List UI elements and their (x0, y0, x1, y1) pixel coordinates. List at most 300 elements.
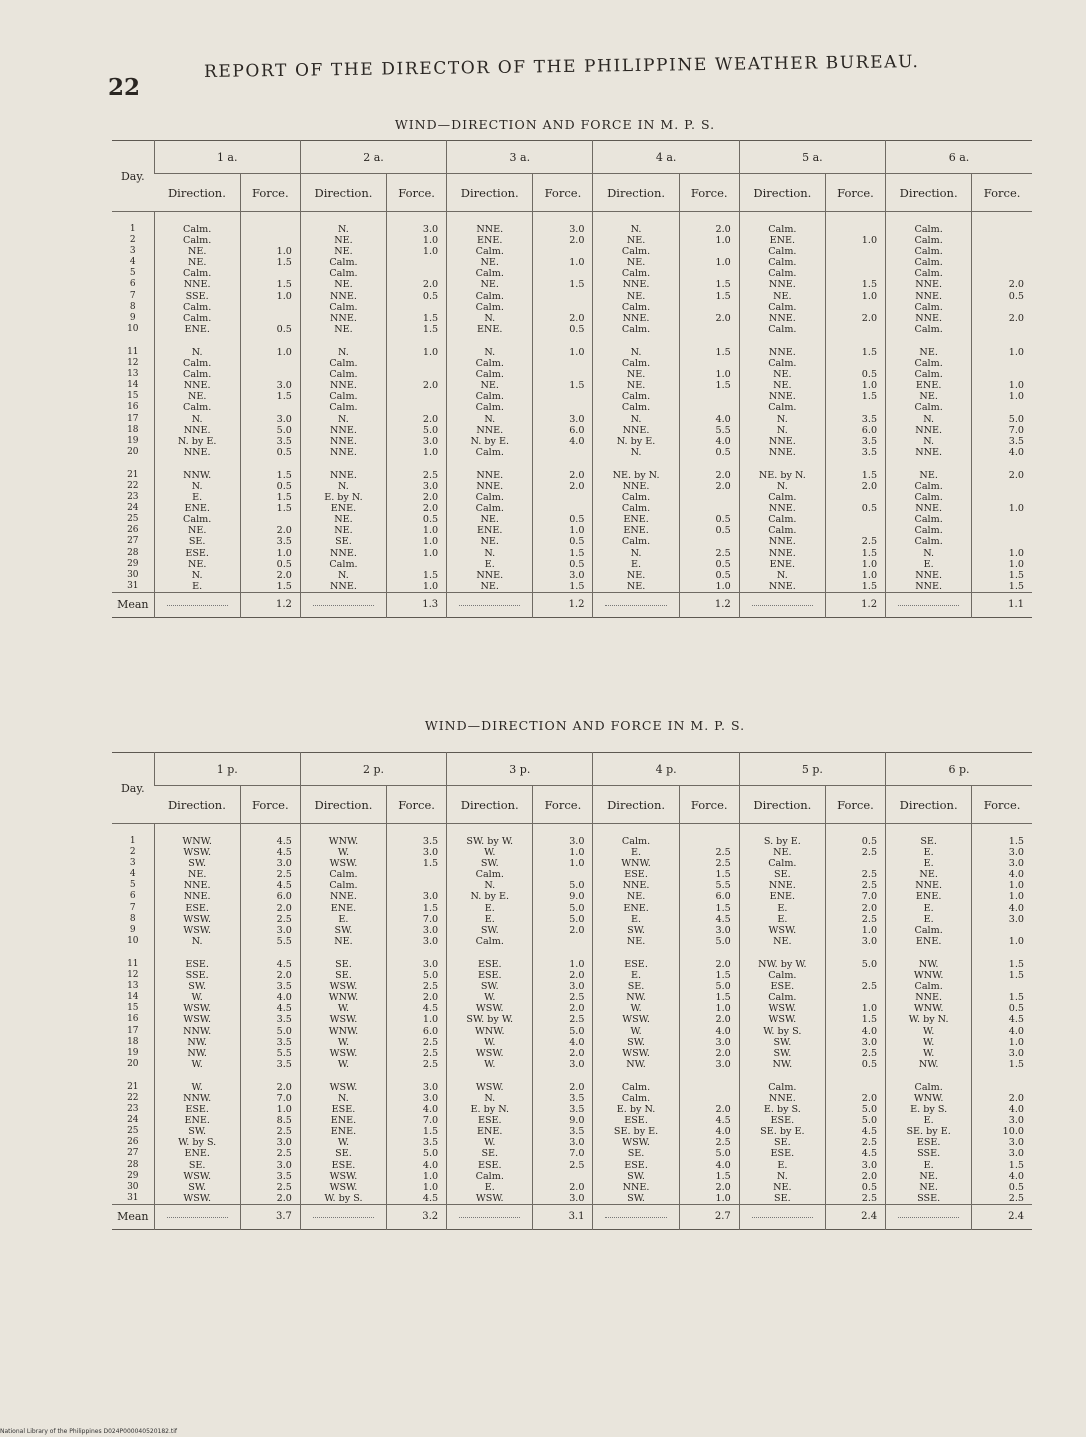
direction-cell: Calm. (739, 858, 825, 869)
force-cell: 0.5 (972, 1182, 1032, 1193)
hour-header: 6 p. (886, 753, 1032, 786)
force-cell: 1.5 (972, 992, 1032, 1003)
direction-cell: ESE. (447, 959, 533, 970)
page-header (108, 52, 988, 101)
direction-cell: Calm. (593, 492, 679, 503)
force-cell: 0.5 (825, 1182, 885, 1193)
force-cell: 0.5 (533, 324, 593, 335)
force-cell: 2.5 (240, 1182, 300, 1193)
direction-cell: W. (593, 1003, 679, 1014)
force-cell (533, 936, 593, 947)
direction-header: Direction. (300, 786, 386, 824)
day-cell: 17 (127, 1025, 139, 1036)
direction-cell: NE. (886, 391, 972, 402)
direction-cell: W. (154, 1082, 240, 1093)
force-cell: 3.5 (240, 1059, 300, 1070)
force-cell: 3.0 (533, 836, 593, 847)
force-cell: 2.5 (240, 1148, 300, 1159)
day-cell: 29 (127, 1170, 139, 1181)
force-cell (825, 302, 885, 313)
direction-cell: SE. (593, 1148, 679, 1159)
direction-cell: E. (447, 903, 533, 914)
force-cell: 0.5 (825, 503, 885, 514)
force-cell: 1.0 (825, 570, 885, 581)
table-row (112, 414, 1032, 425)
force-cell: 5.0 (240, 425, 300, 436)
direction-cell: WSW. (300, 858, 386, 869)
force-cell: 3.5 (533, 1126, 593, 1137)
table-row (112, 402, 1032, 413)
table-row (112, 925, 1032, 936)
force-cell: 2.0 (240, 1193, 300, 1205)
direction-cell: Calm. (300, 358, 386, 369)
direction-cell: N. (154, 570, 240, 581)
force-cell: 2.0 (533, 235, 593, 246)
direction-cell: Calm. (154, 514, 240, 525)
direction-cell: NNE. (739, 536, 825, 547)
direction-cell: NE. (447, 581, 533, 593)
force-cell: 2.5 (825, 1137, 885, 1148)
direction-cell: Calm. (886, 257, 972, 268)
force-cell: 2.0 (972, 470, 1032, 481)
direction-cell: Calm. (593, 1093, 679, 1104)
direction-cell: E. (154, 492, 240, 503)
force-cell (533, 391, 593, 402)
force-cell: 2.0 (825, 903, 885, 914)
direction-cell: Calm. (739, 324, 825, 335)
table-row (112, 246, 1032, 257)
force-cell: 9.0 (533, 1115, 593, 1126)
direction-cell: W. (447, 992, 533, 1003)
direction-cell: Calm. (300, 257, 386, 268)
force-cell (972, 268, 1032, 279)
direction-header: Direction. (154, 786, 240, 824)
table-row (112, 1093, 1032, 1104)
direction-cell: ESE. (300, 1104, 386, 1115)
force-cell: 0.5 (679, 514, 739, 525)
force-cell: 0.5 (240, 447, 300, 458)
direction-cell: ENE. (593, 514, 679, 525)
direction-cell: W. (886, 1048, 972, 1059)
direction-cell: ENE. (447, 525, 533, 536)
force-cell: 3.0 (387, 936, 447, 947)
force-cell: 5.0 (679, 1148, 739, 1159)
force-cell: 2.0 (972, 313, 1032, 324)
direction-cell: SE. by E. (886, 1126, 972, 1137)
force-cell: 3.5 (825, 436, 885, 447)
force-cell: 5.0 (533, 903, 593, 914)
force-cell: 3.0 (240, 1160, 300, 1171)
direction-header: Direction. (886, 786, 972, 824)
force-cell (679, 402, 739, 413)
force-cell: 1.5 (533, 279, 593, 290)
force-cell: 9.0 (533, 891, 593, 902)
direction-cell: Calm. (593, 402, 679, 413)
force-cell (533, 246, 593, 257)
force-cell: 2.0 (825, 481, 885, 492)
direction-cell: Calm. (886, 514, 972, 525)
direction-cell: W. (593, 1026, 679, 1037)
force-cell: 4.0 (825, 1026, 885, 1037)
force-cell: 1.0 (387, 548, 447, 559)
force-cell: 2.0 (972, 1093, 1032, 1104)
force-cell: 3.5 (240, 436, 300, 447)
force-cell: 4.0 (972, 1171, 1032, 1182)
force-cell (972, 481, 1032, 492)
force-cell: 5.0 (825, 1104, 885, 1115)
force-header: Force. (387, 174, 447, 212)
direction-cell: SE. (886, 836, 972, 847)
direction-cell: N. (447, 313, 533, 324)
hour-header: 3 a. (447, 141, 593, 174)
table-row (112, 1048, 1032, 1059)
day-cell: 11 (127, 346, 139, 357)
direction-cell: WSW. (300, 1014, 386, 1025)
direction-cell: ESE. (447, 1115, 533, 1126)
force-cell (387, 257, 447, 268)
direction-cell: SE. (447, 1148, 533, 1159)
direction-cell: Calm. (886, 1082, 972, 1093)
force-cell (533, 492, 593, 503)
force-cell: 1.0 (533, 847, 593, 858)
mean-force-cell: 1.2 (240, 592, 300, 617)
direction-cell: NNE. (886, 570, 972, 581)
force-cell: 1.5 (972, 1059, 1032, 1070)
force-cell: 1.0 (825, 291, 885, 302)
direction-cell: SE. (154, 1160, 240, 1171)
force-cell: 1.0 (972, 880, 1032, 891)
force-cell: 1.0 (972, 891, 1032, 902)
direction-cell: NE. (886, 1171, 972, 1182)
force-cell: 3.0 (387, 436, 447, 447)
force-cell: 1.0 (679, 581, 739, 593)
force-cell: 2.5 (825, 847, 885, 858)
direction-cell: ESE. (739, 981, 825, 992)
direction-cell: N. (154, 481, 240, 492)
force-cell: 3.0 (972, 858, 1032, 869)
direction-cell: SW. (593, 1193, 679, 1205)
day-cell: 8 (129, 301, 136, 312)
force-cell: 2.5 (240, 914, 300, 925)
direction-cell: Calm. (300, 391, 386, 402)
force-cell: 6.0 (240, 891, 300, 902)
force-cell: 2.5 (533, 992, 593, 1003)
force-cell: 1.5 (972, 836, 1032, 847)
force-cell (679, 1082, 739, 1093)
direction-cell: WSW. (300, 1082, 386, 1093)
table-row (112, 891, 1032, 902)
table-row (112, 1171, 1032, 1182)
force-cell: 1.5 (972, 581, 1032, 593)
direction-cell: W. by S. (739, 1026, 825, 1037)
direction-cell: E. by N. (593, 1104, 679, 1115)
force-cell: 0.5 (533, 536, 593, 547)
table-row (112, 313, 1032, 324)
hour-header: 4 p. (593, 753, 739, 786)
force-cell: 1.5 (679, 279, 739, 290)
table-row (112, 492, 1032, 503)
force-cell: 3.5 (972, 436, 1032, 447)
force-cell: 1.0 (679, 235, 739, 246)
force-header: Force. (533, 786, 593, 824)
force-cell (825, 324, 885, 335)
direction-cell: NE. (447, 257, 533, 268)
direction-cell: NNE. (593, 425, 679, 436)
direction-cell: SE. (739, 869, 825, 880)
direction-cell: ENE. (886, 936, 972, 947)
direction-cell: WSW. (447, 1048, 533, 1059)
hour-header: 3 p. (447, 753, 593, 786)
direction-cell: ENE. (447, 235, 533, 246)
direction-cell: Calm. (739, 246, 825, 257)
force-cell: 2.0 (679, 481, 739, 492)
direction-cell: W. (300, 1059, 386, 1070)
force-cell (825, 402, 885, 413)
direction-cell: NE. (447, 536, 533, 547)
direction-cell: W. (886, 1026, 972, 1037)
table-row (112, 559, 1032, 570)
direction-cell: E. (886, 858, 972, 869)
day-cell: 2 (129, 235, 136, 246)
day-cell: 25 (127, 1126, 139, 1137)
direction-cell: ENE. (886, 891, 972, 902)
direction-cell: NE. (886, 347, 972, 358)
force-cell: 0.5 (240, 559, 300, 570)
force-cell (387, 358, 447, 369)
force-cell: 0.5 (533, 559, 593, 570)
direction-cell: N. (593, 447, 679, 458)
day-cell: 13 (127, 981, 139, 992)
direction-cell: NNE. (886, 992, 972, 1003)
direction-cell: W. (300, 1003, 386, 1014)
day-cell: 26 (127, 1137, 139, 1148)
direction-cell: N. (300, 347, 386, 358)
force-cell: 2.0 (533, 1048, 593, 1059)
direction-cell: W. (886, 1037, 972, 1048)
direction-cell: SE. by E. (593, 1126, 679, 1137)
direction-cell: NNE. (886, 880, 972, 891)
direction-cell: SSE. (886, 1148, 972, 1159)
day-header: Day. (112, 753, 154, 824)
force-cell: 1.5 (825, 548, 885, 559)
direction-cell: Calm. (886, 981, 972, 992)
force-cell: 0.5 (679, 525, 739, 536)
force-cell (825, 257, 885, 268)
direction-cell: E. by N. (300, 492, 386, 503)
direction-cell: ENE. (739, 891, 825, 902)
table-row (112, 1115, 1032, 1126)
force-cell: 1.0 (387, 246, 447, 257)
table-row (112, 235, 1032, 246)
table-row (112, 936, 1032, 947)
direction-cell: Calm. (739, 224, 825, 235)
mean-row (112, 1204, 1032, 1229)
table-row (112, 1182, 1032, 1193)
direction-header: Direction. (739, 786, 825, 824)
force-cell: 2.0 (533, 970, 593, 981)
force-cell: 2.0 (533, 1182, 593, 1193)
table-row (112, 903, 1032, 914)
force-cell (972, 369, 1032, 380)
direction-cell: W. by S. (154, 1137, 240, 1148)
hour-header: 5 a. (739, 141, 885, 174)
day-cell: 17 (127, 413, 139, 424)
force-cell (533, 369, 593, 380)
force-cell (825, 358, 885, 369)
force-cell: 3.0 (240, 925, 300, 936)
force-cell: 3.0 (679, 1037, 739, 1048)
direction-header: Direction. (593, 174, 679, 212)
day-cell: 16 (127, 402, 139, 413)
force-cell: 3.0 (972, 1137, 1032, 1148)
direction-cell: WSW. (154, 925, 240, 936)
force-cell: 1.5 (972, 959, 1032, 970)
force-cell: 3.5 (240, 1037, 300, 1048)
direction-cell: SW. (593, 925, 679, 936)
force-cell: 1.0 (240, 347, 300, 358)
direction-cell: WNW. (886, 1003, 972, 1014)
direction-cell: N. (300, 481, 386, 492)
force-cell: 3.0 (972, 1048, 1032, 1059)
direction-cell: NE. by N. (593, 470, 679, 481)
hour-header: 4 a. (593, 141, 739, 174)
force-cell: 1.0 (387, 1014, 447, 1025)
direction-cell: WNW. (593, 858, 679, 869)
table-row (112, 291, 1032, 302)
direction-cell: NE. (593, 891, 679, 902)
direction-cell: ESE. (300, 1160, 386, 1171)
force-cell: 2.5 (825, 869, 885, 880)
force-cell: 2.5 (825, 536, 885, 547)
direction-cell: N. by E. (593, 436, 679, 447)
force-cell: 3.0 (533, 224, 593, 235)
table-row (112, 525, 1032, 536)
hour-header: 2 a. (300, 141, 446, 174)
direction-cell: WSW. (154, 1193, 240, 1205)
direction-cell: WSW. (739, 1014, 825, 1025)
force-cell: 0.5 (972, 1003, 1032, 1014)
table-row (112, 358, 1032, 369)
direction-cell: W. (447, 847, 533, 858)
direction-cell: Calm. (154, 235, 240, 246)
force-cell: 0.5 (825, 1059, 885, 1070)
direction-header: Direction. (447, 786, 533, 824)
table-row (112, 391, 1032, 402)
mean-force-cell: 3.1 (533, 1204, 593, 1229)
force-cell: 1.0 (679, 1193, 739, 1205)
day-cell: 11 (127, 958, 139, 969)
force-cell: 6.0 (533, 425, 593, 436)
force-cell: 1.0 (240, 291, 300, 302)
force-cell (825, 246, 885, 257)
force-cell (679, 536, 739, 547)
direction-cell: N. (593, 347, 679, 358)
direction-cell: SE. (154, 536, 240, 547)
force-cell (240, 302, 300, 313)
force-cell: 2.0 (533, 925, 593, 936)
force-cell: 1.5 (825, 470, 885, 481)
force-cell: 2.5 (825, 1048, 885, 1059)
direction-cell: WSW. (154, 1171, 240, 1182)
force-cell (679, 503, 739, 514)
force-cell (972, 302, 1032, 313)
hour-header: 1 a. (154, 141, 300, 174)
direction-cell: Calm. (593, 358, 679, 369)
direction-cell: Calm. (154, 268, 240, 279)
direction-cell: ESE. (154, 1104, 240, 1115)
force-cell: 4.5 (387, 1193, 447, 1205)
day-cell: 23 (127, 492, 139, 503)
direction-cell: E. (886, 847, 972, 858)
day-cell: 25 (127, 514, 139, 525)
day-cell: 1 (129, 224, 136, 234)
mean-force-cell: 1.1 (972, 592, 1032, 617)
direction-cell: Calm. (739, 257, 825, 268)
table-row (112, 1193, 1032, 1205)
force-cell (387, 391, 447, 402)
direction-cell: NE. (154, 525, 240, 536)
direction-cell: N. (593, 224, 679, 235)
day-cell: 10 (127, 935, 139, 946)
direction-cell: Calm. (447, 369, 533, 380)
direction-cell: SE. (300, 1148, 386, 1159)
force-cell (972, 358, 1032, 369)
force-cell: 1.5 (679, 992, 739, 1003)
force-cell: 5.0 (387, 970, 447, 981)
force-cell: 2.0 (387, 380, 447, 391)
direction-cell: Calm. (447, 447, 533, 458)
day-cell: 18 (127, 1036, 139, 1047)
force-cell (533, 268, 593, 279)
force-cell: 2.5 (679, 847, 739, 858)
force-cell: 1.0 (825, 235, 885, 246)
force-cell: 3.0 (679, 1059, 739, 1070)
force-cell: 3.5 (533, 1104, 593, 1115)
force-cell: 3.0 (533, 1193, 593, 1205)
direction-cell: Calm. (447, 869, 533, 880)
force-cell: 1.0 (240, 246, 300, 257)
direction-cell: E. (154, 581, 240, 593)
table-row (112, 581, 1032, 593)
direction-cell: NNE. (739, 279, 825, 290)
force-cell: 1.5 (825, 279, 885, 290)
table-row (112, 836, 1032, 847)
day-cell: 24 (127, 1115, 139, 1126)
direction-cell: Calm. (593, 324, 679, 335)
table-row (112, 992, 1032, 1003)
force-cell: 5.0 (825, 1115, 885, 1126)
direction-header: Direction. (300, 174, 386, 212)
table-row (112, 347, 1032, 358)
direction-cell: SW. (447, 925, 533, 936)
direction-cell: W. by N. (886, 1014, 972, 1025)
table-row (112, 425, 1032, 436)
direction-cell: W. (447, 1059, 533, 1070)
day-cell: 5 (129, 268, 136, 279)
force-cell (972, 981, 1032, 992)
force-header: Force. (240, 786, 300, 824)
direction-cell: NW. by W. (739, 959, 825, 970)
direction-cell: SW. by W. (447, 1014, 533, 1025)
force-cell: 0.5 (387, 291, 447, 302)
direction-cell: NNW. (154, 470, 240, 481)
force-cell: 10.0 (972, 1126, 1032, 1137)
direction-cell: NE. (593, 936, 679, 947)
table-row (112, 847, 1032, 858)
force-cell: 0.5 (679, 570, 739, 581)
table-row (112, 1037, 1032, 1048)
direction-cell: NNE. (593, 481, 679, 492)
